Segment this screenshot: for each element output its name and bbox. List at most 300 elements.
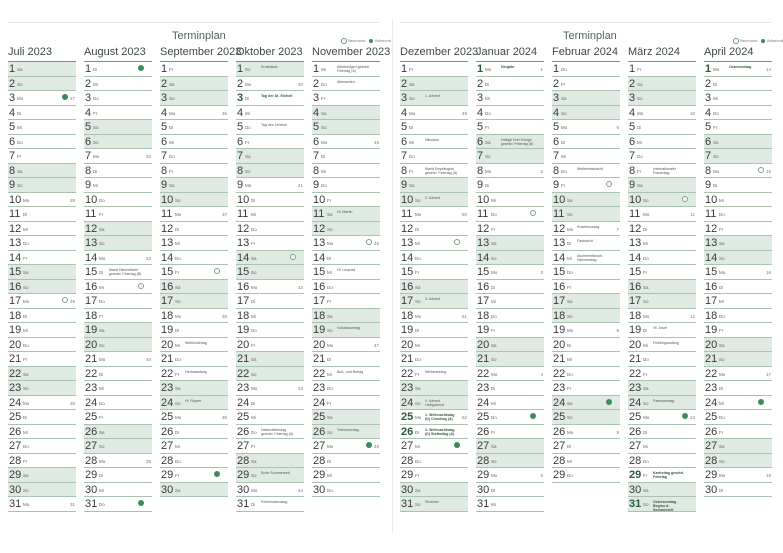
day-row[interactable] [84,193,152,208]
day-row[interactable] [312,323,380,338]
day-row[interactable] [476,483,544,498]
day-row[interactable] [628,77,696,92]
day-row[interactable] [476,120,544,135]
day-row[interactable] [552,294,620,309]
day-row[interactable] [312,410,380,425]
day-row[interactable] [84,294,152,309]
day-row[interactable] [476,381,544,396]
day-row[interactable] [552,222,620,237]
day-row[interactable] [400,323,468,338]
day-row[interactable] [476,352,544,367]
day-row[interactable] [160,178,228,193]
day-row[interactable] [628,454,696,469]
day-row[interactable] [312,251,380,266]
day-row[interactable] [628,236,696,251]
day-row[interactable] [628,280,696,295]
day-row[interactable] [704,280,772,295]
day-row[interactable] [236,410,304,425]
day-row[interactable] [84,367,152,382]
day-row[interactable] [704,410,772,425]
day-row[interactable] [704,91,772,106]
day-row[interactable] [160,468,228,483]
day-row[interactable] [704,338,772,353]
day-row[interactable] [400,236,468,251]
day-row[interactable] [8,77,76,92]
day-row[interactable] [400,222,468,237]
day-row[interactable] [84,338,152,353]
day-row[interactable] [236,222,304,237]
day-row[interactable] [476,454,544,469]
day-row[interactable] [312,236,380,251]
day-row[interactable] [84,91,152,106]
day-row[interactable] [476,178,544,193]
day-row[interactable] [312,468,380,483]
day-row[interactable] [704,454,772,469]
day-row[interactable] [476,497,544,512]
day-row[interactable] [552,352,620,367]
day-row[interactable] [400,483,468,498]
day-row[interactable] [236,323,304,338]
day-row[interactable] [312,106,380,121]
day-row[interactable] [476,207,544,222]
day-row[interactable] [160,309,228,324]
day-row[interactable] [400,164,468,179]
day-row[interactable] [628,352,696,367]
day-row[interactable] [8,207,76,222]
day-row[interactable] [400,497,468,512]
day-row[interactable] [704,483,772,498]
day-row[interactable] [8,396,76,411]
day-row[interactable] [8,236,76,251]
day-row[interactable] [476,193,544,208]
day-row[interactable] [236,77,304,92]
day-row[interactable] [84,178,152,193]
day-row[interactable] [312,120,380,135]
day-row[interactable] [160,352,228,367]
day-row[interactable] [400,352,468,367]
day-row[interactable] [476,236,544,251]
day-row[interactable] [312,265,380,280]
day-row[interactable] [704,294,772,309]
day-row[interactable] [160,91,228,106]
day-row[interactable] [236,352,304,367]
day-row[interactable] [628,439,696,454]
day-row[interactable] [628,338,696,353]
day-row[interactable] [400,396,468,411]
day-row[interactable] [476,323,544,338]
day-row[interactable] [476,62,544,77]
day-row[interactable] [84,265,152,280]
day-row[interactable] [628,425,696,440]
day-row[interactable] [476,468,544,483]
day-row[interactable] [476,396,544,411]
day-row[interactable] [8,410,76,425]
day-row[interactable] [84,149,152,164]
day-row[interactable] [628,91,696,106]
day-row[interactable] [400,251,468,266]
day-row[interactable] [8,251,76,266]
day-row[interactable] [552,439,620,454]
day-row[interactable] [628,265,696,280]
day-row[interactable] [628,120,696,135]
day-row[interactable] [236,294,304,309]
day-row[interactable] [400,410,468,425]
day-row[interactable] [236,207,304,222]
day-row[interactable] [704,207,772,222]
day-row[interactable] [8,381,76,396]
day-row[interactable] [236,164,304,179]
day-row[interactable] [628,367,696,382]
day-row[interactable] [400,468,468,483]
day-row[interactable] [476,91,544,106]
day-row[interactable] [8,352,76,367]
day-row[interactable] [8,149,76,164]
day-row[interactable] [312,352,380,367]
day-row[interactable] [8,367,76,382]
day-row[interactable] [312,367,380,382]
day-row[interactable] [704,309,772,324]
day-row[interactable] [628,294,696,309]
day-row[interactable] [236,178,304,193]
day-row[interactable] [704,62,772,77]
day-row[interactable] [160,120,228,135]
day-row[interactable] [160,193,228,208]
day-row[interactable] [704,323,772,338]
day-row[interactable] [400,439,468,454]
day-row[interactable] [400,294,468,309]
day-row[interactable] [628,309,696,324]
day-row[interactable] [704,396,772,411]
day-row[interactable] [8,497,76,512]
day-row[interactable] [628,483,696,498]
day-row[interactable] [400,77,468,92]
day-row[interactable] [552,193,620,208]
day-row[interactable] [704,425,772,440]
day-row[interactable] [704,439,772,454]
day-row[interactable] [236,236,304,251]
day-row[interactable] [84,323,152,338]
day-row[interactable] [160,425,228,440]
day-row[interactable] [552,135,620,150]
day-row[interactable] [312,164,380,179]
day-row[interactable] [312,425,380,440]
day-row[interactable] [628,207,696,222]
day-row[interactable] [236,265,304,280]
day-row[interactable] [160,251,228,266]
day-row[interactable] [704,120,772,135]
day-row[interactable] [476,410,544,425]
day-row[interactable] [160,280,228,295]
day-row[interactable] [400,338,468,353]
day-row[interactable] [84,454,152,469]
day-row[interactable] [236,120,304,135]
day-row[interactable] [312,483,380,498]
day-row[interactable] [312,193,380,208]
day-row[interactable] [476,77,544,92]
day-row[interactable] [400,454,468,469]
day-row[interactable] [312,439,380,454]
day-row[interactable] [312,222,380,237]
day-row[interactable] [704,106,772,121]
day-row[interactable] [84,77,152,92]
day-row[interactable] [8,193,76,208]
day-row[interactable] [628,468,696,483]
day-row[interactable] [160,207,228,222]
day-row[interactable] [400,62,468,77]
day-row[interactable] [236,381,304,396]
day-row[interactable] [400,280,468,295]
day-row[interactable] [160,149,228,164]
day-row[interactable] [84,222,152,237]
day-row[interactable] [704,222,772,237]
day-row[interactable] [476,309,544,324]
day-row[interactable] [8,135,76,150]
day-row[interactable] [400,207,468,222]
day-row[interactable] [312,396,380,411]
day-row[interactable] [628,106,696,121]
day-row[interactable] [236,367,304,382]
day-row[interactable] [552,323,620,338]
day-row[interactable] [312,381,380,396]
day-row[interactable] [628,149,696,164]
day-row[interactable] [704,236,772,251]
day-row[interactable] [160,236,228,251]
day-row[interactable] [236,91,304,106]
day-row[interactable] [160,164,228,179]
day-row[interactable] [160,62,228,77]
day-row[interactable] [236,396,304,411]
day-row[interactable] [628,222,696,237]
day-row[interactable] [84,106,152,121]
day-row[interactable] [236,483,304,498]
day-row[interactable] [84,120,152,135]
day-row[interactable] [552,77,620,92]
day-row[interactable] [704,164,772,179]
day-row[interactable] [552,178,620,193]
day-row[interactable] [312,62,380,77]
day-row[interactable] [236,468,304,483]
day-row[interactable] [476,149,544,164]
day-row[interactable] [552,149,620,164]
day-row[interactable] [8,439,76,454]
day-row[interactable] [236,62,304,77]
day-row[interactable] [160,483,228,498]
day-row[interactable] [552,309,620,324]
day-row[interactable] [84,381,152,396]
day-row[interactable] [160,106,228,121]
day-row[interactable] [236,439,304,454]
day-row[interactable] [628,381,696,396]
day-row[interactable] [312,280,380,295]
day-row[interactable] [628,62,696,77]
day-row[interactable] [552,381,620,396]
day-row[interactable] [552,91,620,106]
day-row[interactable] [628,193,696,208]
day-row[interactable] [236,338,304,353]
day-row[interactable] [628,497,696,512]
day-row[interactable] [552,367,620,382]
day-row[interactable] [400,381,468,396]
day-row[interactable] [400,367,468,382]
day-row[interactable] [84,497,152,512]
day-row[interactable] [160,367,228,382]
day-row[interactable] [704,367,772,382]
day-row[interactable] [628,251,696,266]
day-row[interactable] [236,135,304,150]
day-row[interactable] [628,323,696,338]
day-row[interactable] [476,280,544,295]
day-row[interactable] [312,338,380,353]
day-row[interactable] [400,135,468,150]
day-row[interactable] [400,309,468,324]
day-row[interactable] [8,425,76,440]
day-row[interactable] [704,265,772,280]
day-row[interactable] [236,106,304,121]
day-row[interactable] [84,410,152,425]
day-row[interactable] [628,135,696,150]
day-row[interactable] [552,338,620,353]
day-row[interactable] [8,106,76,121]
day-row[interactable] [8,91,76,106]
day-row[interactable] [8,222,76,237]
day-row[interactable] [476,439,544,454]
day-row[interactable] [8,338,76,353]
day-row[interactable] [236,309,304,324]
day-row[interactable] [8,62,76,77]
day-row[interactable] [8,178,76,193]
day-row[interactable] [312,294,380,309]
day-row[interactable] [476,251,544,266]
day-row[interactable] [476,367,544,382]
day-row[interactable] [400,149,468,164]
day-row[interactable] [476,106,544,121]
day-row[interactable] [552,62,620,77]
day-row[interactable] [160,265,228,280]
day-row[interactable] [312,454,380,469]
day-row[interactable] [160,410,228,425]
day-row[interactable] [552,410,620,425]
day-row[interactable] [400,120,468,135]
day-row[interactable] [552,265,620,280]
day-row[interactable] [84,164,152,179]
day-row[interactable] [84,396,152,411]
day-row[interactable] [160,454,228,469]
day-row[interactable] [84,207,152,222]
day-row[interactable] [236,149,304,164]
day-row[interactable] [84,251,152,266]
day-row[interactable] [84,135,152,150]
day-row[interactable] [704,381,772,396]
day-row[interactable] [552,454,620,469]
day-row[interactable] [400,106,468,121]
day-row[interactable] [628,396,696,411]
day-row[interactable] [552,164,620,179]
day-row[interactable] [312,91,380,106]
day-row[interactable] [476,338,544,353]
day-row[interactable] [160,294,228,309]
day-row[interactable] [236,497,304,512]
day-row[interactable] [8,164,76,179]
day-row[interactable] [8,265,76,280]
day-row[interactable] [312,178,380,193]
day-row[interactable] [84,483,152,498]
day-row[interactable] [84,468,152,483]
day-row[interactable] [160,222,228,237]
day-row[interactable] [312,77,380,92]
day-row[interactable] [8,323,76,338]
day-row[interactable] [160,439,228,454]
day-row[interactable] [236,425,304,440]
day-row[interactable] [628,164,696,179]
day-row[interactable] [8,280,76,295]
day-row[interactable] [8,468,76,483]
day-row[interactable] [552,120,620,135]
day-row[interactable] [476,294,544,309]
day-row[interactable] [476,425,544,440]
day-row[interactable] [476,265,544,280]
day-row[interactable] [704,251,772,266]
day-row[interactable] [160,381,228,396]
day-row[interactable] [400,425,468,440]
day-row[interactable] [400,178,468,193]
day-row[interactable] [160,135,228,150]
day-row[interactable] [476,222,544,237]
day-row[interactable] [236,251,304,266]
day-row[interactable] [400,193,468,208]
day-row[interactable] [704,352,772,367]
day-row[interactable] [704,468,772,483]
day-row[interactable] [400,265,468,280]
day-row[interactable] [160,338,228,353]
day-row[interactable] [8,309,76,324]
day-row[interactable] [704,149,772,164]
day-row[interactable] [552,207,620,222]
day-row[interactable] [552,396,620,411]
day-row[interactable] [312,149,380,164]
day-row[interactable] [704,135,772,150]
day-row[interactable] [84,280,152,295]
day-row[interactable] [312,207,380,222]
day-row[interactable] [552,280,620,295]
day-row[interactable] [84,236,152,251]
day-row[interactable] [312,135,380,150]
day-row[interactable] [84,425,152,440]
day-row[interactable] [160,396,228,411]
day-row[interactable] [552,425,620,440]
day-row[interactable] [236,454,304,469]
day-row[interactable] [160,323,228,338]
day-row[interactable] [84,62,152,77]
day-row[interactable] [8,120,76,135]
day-row[interactable] [84,352,152,367]
day-row[interactable] [236,280,304,295]
day-row[interactable] [628,178,696,193]
day-row[interactable] [84,309,152,324]
day-row[interactable] [704,77,772,92]
day-row[interactable] [628,410,696,425]
day-row[interactable] [312,309,380,324]
day-row[interactable] [552,251,620,266]
day-row[interactable] [552,236,620,251]
day-row[interactable] [476,135,544,150]
day-row[interactable] [236,193,304,208]
day-row[interactable] [8,294,76,309]
day-row[interactable] [552,106,620,121]
day-row[interactable] [8,483,76,498]
day-row[interactable] [704,193,772,208]
day-row[interactable] [8,454,76,469]
day-row[interactable] [476,164,544,179]
